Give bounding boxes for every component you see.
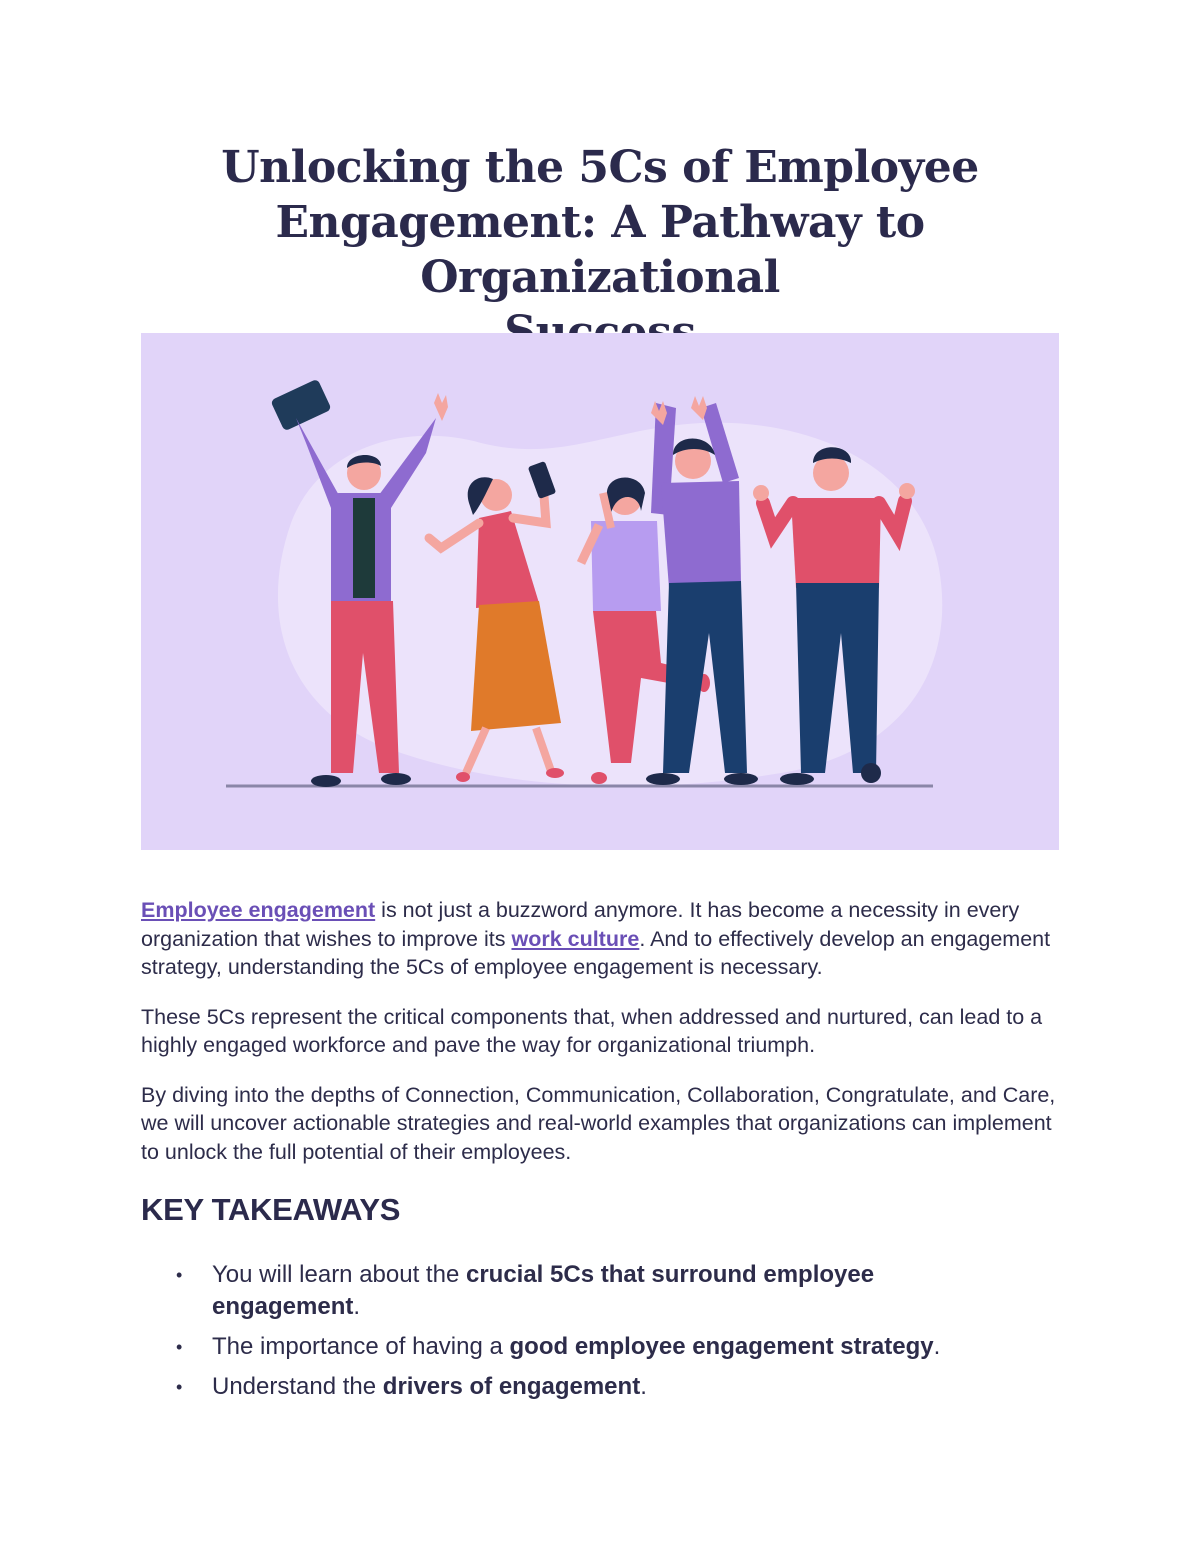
intro-text-1: is not just a buzzword anymore. It has become a necessity in every organization that wishes to improve its — [141, 898, 1020, 951]
bullet-icon: • — [176, 1377, 183, 1397]
paragraph-5cs-list: By diving into the depths of Connection, Communication, Collaboration, Congratulate, and Care, we will uncover actionable strategies and real-world examples that organizations can implement to unlock the full potential of their employees. — [141, 1082, 1056, 1164]
list-item-bold: crucial 5Cs that surround employee engagement — [212, 1261, 875, 1320]
paragraph-5cs-components: These 5Cs represent the critical components that, when addressed and nurtured, can lead to a highly engaged workforce and pave the way for organizational triumph. — [141, 1004, 1043, 1057]
list-item — [171, 1259, 991, 1323]
key-takeaways-heading: KEY TAKEAWAYS — [141, 1192, 401, 1227]
list-item-punct: . — [640, 1373, 647, 1400]
list-item-bold: good employee engagement strategy — [509, 1333, 934, 1360]
list-item — [171, 1331, 991, 1363]
intro-text-2: . And to effectively develop an engagement strategy, understanding the 5Cs of employee engagement is necessary. — [141, 926, 1051, 979]
work-culture-link[interactable]: work culture — [511, 926, 640, 951]
key-takeaways-list — [171, 1259, 991, 1411]
bullet-icon: • — [176, 1265, 183, 1285]
bullet-icon: • — [176, 1337, 183, 1357]
celebrating-team-illustration — [141, 333, 1059, 850]
page-title — [100, 140, 1100, 360]
article-body — [141, 896, 1071, 1187]
list-item-text: You will learn about the — [212, 1261, 466, 1288]
employee-engagement-link[interactable]: Employee engagement — [141, 898, 376, 922]
list-item-text: Understand the — [212, 1373, 383, 1400]
title-line-2: Engagement: A Pathway to Organizational — [275, 197, 925, 303]
list-item-text: The importance of having a — [212, 1333, 510, 1360]
list-item — [171, 1371, 991, 1403]
hero-illustration — [141, 333, 1059, 850]
title-line-1: Unlocking the 5Cs of Employee — [221, 142, 979, 193]
list-item-punct: . — [933, 1333, 941, 1360]
intro-paragraph — [141, 896, 1071, 982]
list-item-punct: . — [353, 1293, 361, 1320]
list-item-bold: drivers of engagement — [382, 1373, 641, 1400]
